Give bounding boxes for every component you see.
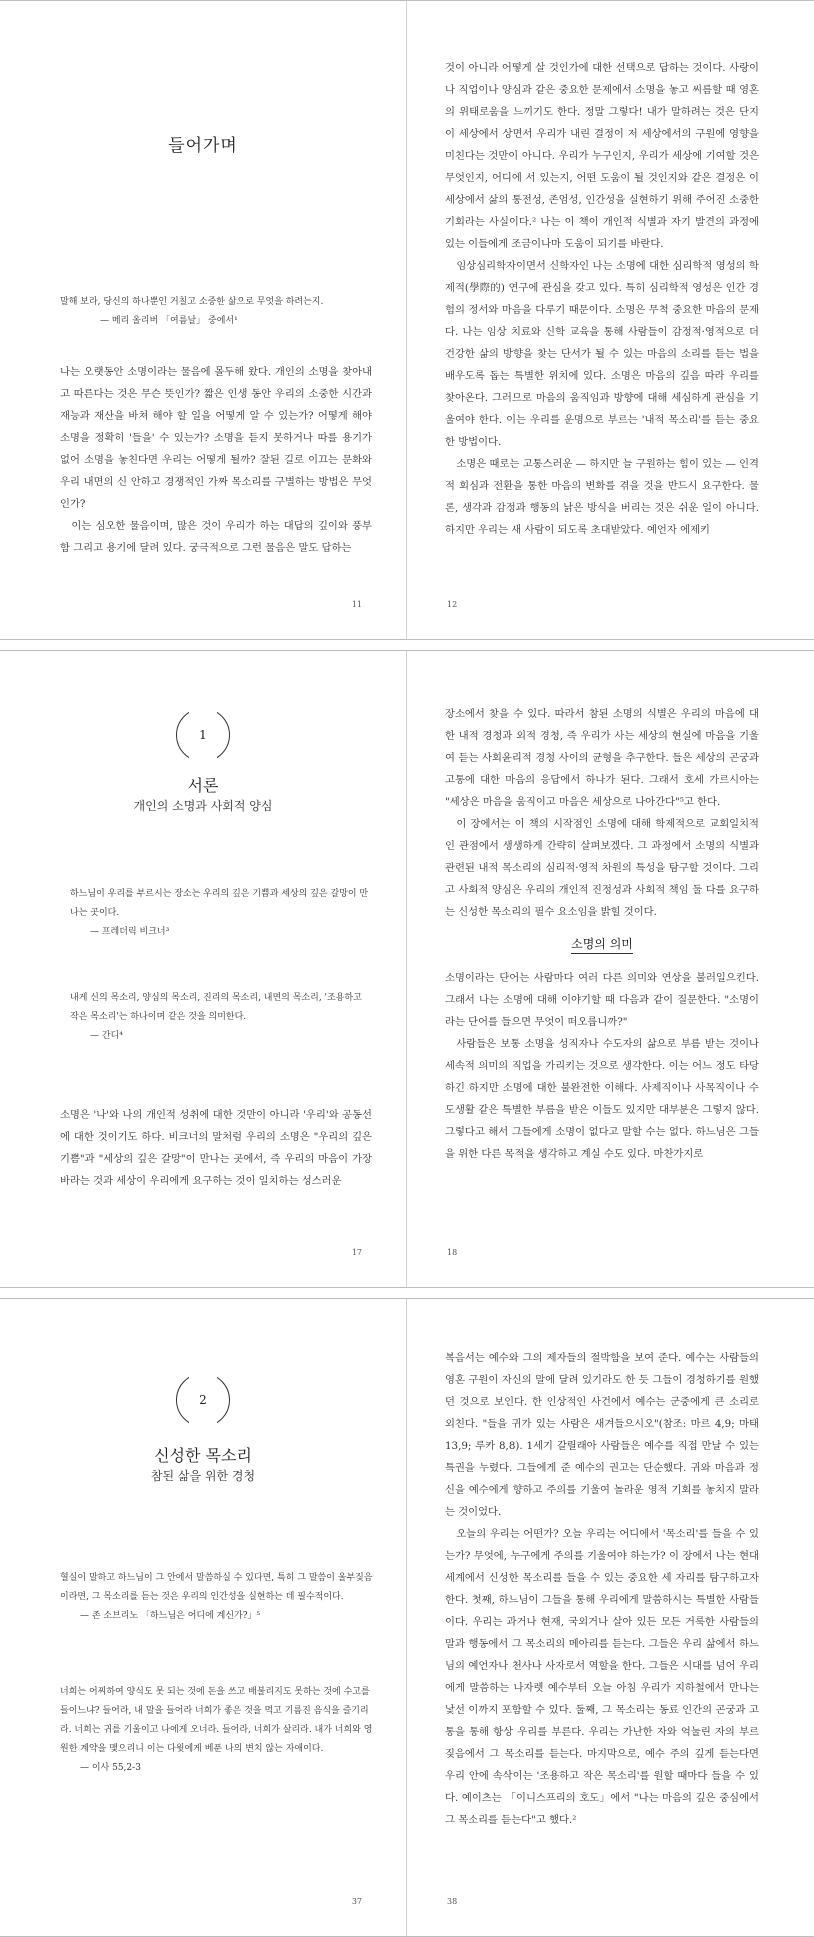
chapter-title: 신성한 목소리 bbox=[154, 1446, 252, 1465]
paragraph: 사람들은 보통 소명을 성직자나 수도자의 삶으로 부름 받는 것이나 세속적 의미의 직업을 가리키는 것으로 생각한다. 이는 어느 정도 타당하긴 하지만 소명에 대한 불완전한 이해다. 사제직이나 사목직이나 수도생활 같은 특별한 부름을 받은 이들도 있지만 대부분은 그렇지 않다. 그렇다고 해서 그들에게 소명이 없다고 말할 수는 없다. 하느님은 그들을 위한 다른 목적을 생각하고 계실 수도 있다. 마찬가지로 bbox=[445, 1038, 759, 1160]
page-number: 12 bbox=[447, 600, 458, 609]
epigraph bbox=[70, 885, 370, 942]
epigraph-quote: 혈실이 말하고 하느님이 그 안에서 말씀하실 수 있다면, 특히 그 말씀이 울부짖음이라면, 그 목소리를 듣는 것은 우리의 인간성을 실현하는 데 필수적이다. bbox=[60, 1573, 373, 1602]
epigraph bbox=[60, 293, 380, 331]
page-number: 11 bbox=[351, 600, 362, 609]
epigraph bbox=[60, 1569, 380, 1626]
body-text bbox=[445, 1347, 759, 1831]
epigraph-attribution: — 메리 올리버 「여름날」 중에서¹ bbox=[100, 316, 238, 326]
book-spread-1 bbox=[0, 0, 814, 640]
book-spread-3 bbox=[0, 1298, 814, 1937]
chapter-title: 서론 bbox=[187, 776, 219, 795]
epigraph-quote: 말해 보라, 당신의 하나뿐인 거칠고 소중한 삶으로 무엇을 하려는지. bbox=[60, 297, 324, 307]
page-number: 37 bbox=[351, 1897, 362, 1906]
chapter-number-circle bbox=[176, 1373, 230, 1427]
paragraph: 이 장에서는 이 책의 시작점인 소명에 대해 학제적으로 교회일치적인 관점에서 생생하게 간략히 살펴보겠다. 그 과정에서 소명의 식별과 관련된 내적 목소리의 심리적·영적 차원의 특성을 탐구할 것이다. 그리고 사회적 양심은 우리의 개인적 진정성과 사회적 책임 둘 다를 요구하는 신성한 목소리의 필수 요소임을 밝힐 것이다. bbox=[445, 818, 759, 918]
epigraph-quote: 내게 신의 목소리, 양심의 목소리, 진리의 목소리, 내면의 목소리, '조용하고 작은 목소리'는 하나이며 같은 것을 의미한다. bbox=[70, 993, 362, 1022]
epigraph-quote: 너희는 어찌하여 양식도 못 되는 것에 돈을 쓰고 배불리지도 못하는 것에 수고를 들이느냐? 들어라, 내 말을 들어라 너희가 좋은 것을 먹고 기름진 음식을 즐기리라. 너희는 귀를 기울이고 나에게 오너라. 들어라, 너희가 살리라. 내가 너희와 영원한 계약을 맺으리니 이는 다윗에게 베푼 나의 변치 않는 자애이다. bbox=[60, 1687, 373, 1754]
chapter-number: 1 bbox=[199, 728, 207, 742]
page-number: 17 bbox=[351, 1248, 362, 1257]
paragraph: 장소에서 찾을 수 있다. 따라서 참된 소명의 식별은 우리의 마음에 대한 내적 경청과 외적 경청, 즉 우리가 사는 세상의 현실에 마음을 기울여 듣는 사회윤리적 경청 사이의 균형을 추구한다. 들은 세상의 곤궁과 고통에 대한 마음의 응답에서 하나가 된다. 그래서 호세 가르시아는 "세상은 마음을 움직이고 마음은 세상으로 나아간다"⁵고 한다. bbox=[445, 708, 759, 808]
epigraph-quote: 하느님이 우리를 부르시는 장소는 우리의 깊은 기쁨과 세상의 깊은 갈망이 만나는 곳이다. bbox=[70, 889, 369, 918]
paragraph: 복음서는 예수와 그의 제자들의 절박함을 보여 준다. 예수는 사람들의 영혼 구원이 자신의 말에 달려 있기라도 한 듯 그들이 경청하기를 원했던 것으로 보인다. 한 인상적인 사건에서 예수는 군중에게 큰 소리로 외친다. "들을 귀가 있는 사람은 새겨들으시오"(참조: 마르 4,9; 마태 13,9; 루카 8,8). 1세기 갈릴래아 사람들은 예수를 직접 만날 수 있는 특권을 누렸다. 그들에게 준 예수의 권고는 단순했다. 귀와 마음과 정신을 예수에게 향하고 주의를 기울여 놀라운 영적 기회를 놓치지 말라는 것이었다. bbox=[445, 1352, 759, 1518]
page-number: 38 bbox=[447, 1897, 458, 1906]
paragraph: 이는 심오한 물음이며, 많은 것이 우리가 하는 대답의 깊이와 풍부함 그리고 용기에 달려 있다. 궁극적으로 그런 물음은 말도 답하는 bbox=[60, 520, 372, 554]
body-text bbox=[445, 57, 759, 541]
body-text bbox=[445, 703, 759, 1165]
epigraph-attribution: — 존 소브리노 「하느님은 어디에 계신가?」⁵ bbox=[80, 1611, 261, 1621]
paragraph: 임상심리학자이면서 신학자인 나는 소명에 대한 심리학적 영성의 학제적(學際的) 연구에 관심을 갖고 있다. 특히 심리학적 영성은 인간 경험의 정서와 마음을 다루기 때문이다. 소명은 무척 중요한 마음의 문제다. 나는 임상 치료와 신학 교육을 통해 사람들이 감정적·영적으로 더 건강한 삶의 방향을 찾는 단서가 될 수 있는 마음의 소리를 듣는 법을 배우도록 돕는 특별한 위치에 있다. 소명은 마음의 깊음 따라 우리를 찾아온다. 그러므로 마음의 움직임과 방향에 대해 세심하게 관심을 기울여야 한다. 이는 우리를 운명으로 부르는 '내적 목소리'를 듣는 중요한 방법이다. bbox=[445, 260, 759, 448]
paragraph: 오늘의 우리는 어떤가? 오늘 우리는 어디에서 '목소리'를 들을 수 있는가? 무엇에, 누구에게 주의를 기울여야 하는가? 이 장에서 나는 현대 세계에서 신성한 목소리를 들을 수 있는 중요한 세 자리를 탐구하고자 한다. 첫째, 하느님이 그들을 통해 우리에게 말씀하시는 특별한 사람들이다. 우리는 과거나 현재, 국외거나 살아 있든 모든 거룩한 사람들의 말과 행동에서 그 목소리의 메아리를 듣는다. 그들은 우리 삶에서 하느님의 예언자나 천사나 사자로서 역할을 한다. 그들은 시대를 넘어 우리에게 말씀하는 나자렛 예수부터 오늘 아침 우리가 지하철에서 만나는 낯선 이까지 포함할 수 있다. 둘째, 그 목소리는 동료 인간의 곤궁과 고통을 통해 항상 우리를 부른다. 우리는 가난한 자와 억눌린 자의 부르짖음에서 그 목소리를 듣는다. 마지막으로, 예수 주의 깊게 듣는다면 우리 안에 속삭이는 '조용하고 작은 목소리'를 원할 때마다 들을 수 있다. 예이츠는 「이니스프리의 호도」에서 "나는 마음의 깊은 중심에서 그 목소리를 듣는다"고 했다.² bbox=[445, 1528, 759, 1826]
paragraph: 소명은 때로는 고통스러운 — 하지만 늘 구원하는 힘이 있는 — 인격적 회심과 전환을 통한 마음의 변화를 겪을 것을 반드시 요구한다. 물론, 생각과 감정과 행동의 낡은 방식을 버리는 것은 쉬운 일이 아니다. 하지만 우리는 새 사람이 되도록 초대받았다. 예언자 에제키 bbox=[445, 458, 759, 536]
chapter-subtitle: 참된 삶을 위한 경청 bbox=[150, 1469, 256, 1483]
epigraph-attribution: — 이사 55,2-3 bbox=[80, 1763, 141, 1773]
paragraph: 나는 오랫동안 소명이라는 물음에 몰두해 왔다. 개인의 소명을 찾아내고 따른다는 것은 무슨 뜻인가? 짧은 인생 동안 우리의 소중한 시간과 재능과 재산을 바쳐 해야 할 일을 어떻게 알 수 있는가? 어떻게 해야 소명을 정확히 '들을' 수 있는가? 소명을 듣지 못하거나 따를 용기가 없어 소명을 놓친다면 우리는 어떻게 될까? 잘된 길로 이끄는 문화와 우리 내면의 신 안하고 경쟁적인 가짜 목소리를 구별하는 방법은 무엇인가? bbox=[60, 366, 372, 510]
section-heading: 소명의 의미 bbox=[445, 933, 759, 955]
chapter-title: 들어가며 bbox=[168, 136, 238, 156]
epigraph bbox=[60, 1683, 380, 1778]
paragraph: 소명이라는 단어는 사람마다 여러 다른 의미와 연상을 불러일으킨다. 그래서 나는 소명에 대해 이야기할 때 다음과 같이 질문한다. "소명이라는 단어를 들으면 무엇이 떠오릅니까?" bbox=[445, 972, 759, 1028]
epigraph-attribution: — 간디⁴ bbox=[90, 1031, 123, 1041]
epigraph-attribution: — 프레더릭 비크너³ bbox=[90, 927, 170, 937]
page-38 bbox=[407, 1299, 814, 1936]
chapter-number-circle bbox=[176, 708, 230, 762]
chapter-subtitle: 개인의 소명과 사회적 양심 bbox=[133, 799, 273, 813]
body-text bbox=[60, 361, 372, 559]
page-12 bbox=[407, 1, 814, 639]
page-37 bbox=[0, 1299, 406, 1936]
page-number: 18 bbox=[447, 1248, 458, 1257]
epigraph bbox=[70, 989, 370, 1046]
paragraph: 것이 아니라 어떻게 살 것인가에 대한 선택으로 답하는 것이다. 사랑이나 직업이나 양심과 같은 중요한 문제에서 소명을 놓고 씨름할 때 영혼의 위태로움을 느끼기도 한다. 정말 그렇다! 내가 말하려는 것은 단지 이 세상에서 상면서 우리가 내린 결정이 저 세상에서의 구원에 영향을 미친다는 것만이 아니다. 우리가 누구인지, 우리가 세상에 기여할 것은 무엇인지, 어디에 서 있는지, 어떤 도움이 될 것인지와 같은 결정은 이 세상에서 삶의 통전성, 존엄성, 인간성을 실현하기 위해 주어진 소중한 기회라는 사실이다.² 나는 이 책이 개인적 식별과 자기 발견의 과정에 있는 이들에게 조금이나마 도움이 되기를 바란다. bbox=[445, 62, 759, 250]
page-17 bbox=[0, 651, 406, 1287]
page-18 bbox=[407, 651, 814, 1287]
body-text bbox=[60, 1104, 372, 1192]
page-11 bbox=[0, 1, 406, 639]
book-spread-2 bbox=[0, 650, 814, 1288]
paragraph: 소명은 '나'와 나의 개인적 성취에 대한 것만이 아니라 '우리'와 공동선에 대한 것이기도 하다. 비크너의 말처럼 우리의 소명은 "우리의 깊은 기쁨"과 "세상의 깊은 갈망"이 만나는 곳에서, 즉 우리의 마음이 가장 바라는 것과 세상이 우리에게 요구하는 것이 일치하는 성스러운 bbox=[60, 1109, 372, 1187]
chapter-number: 2 bbox=[199, 1393, 207, 1407]
